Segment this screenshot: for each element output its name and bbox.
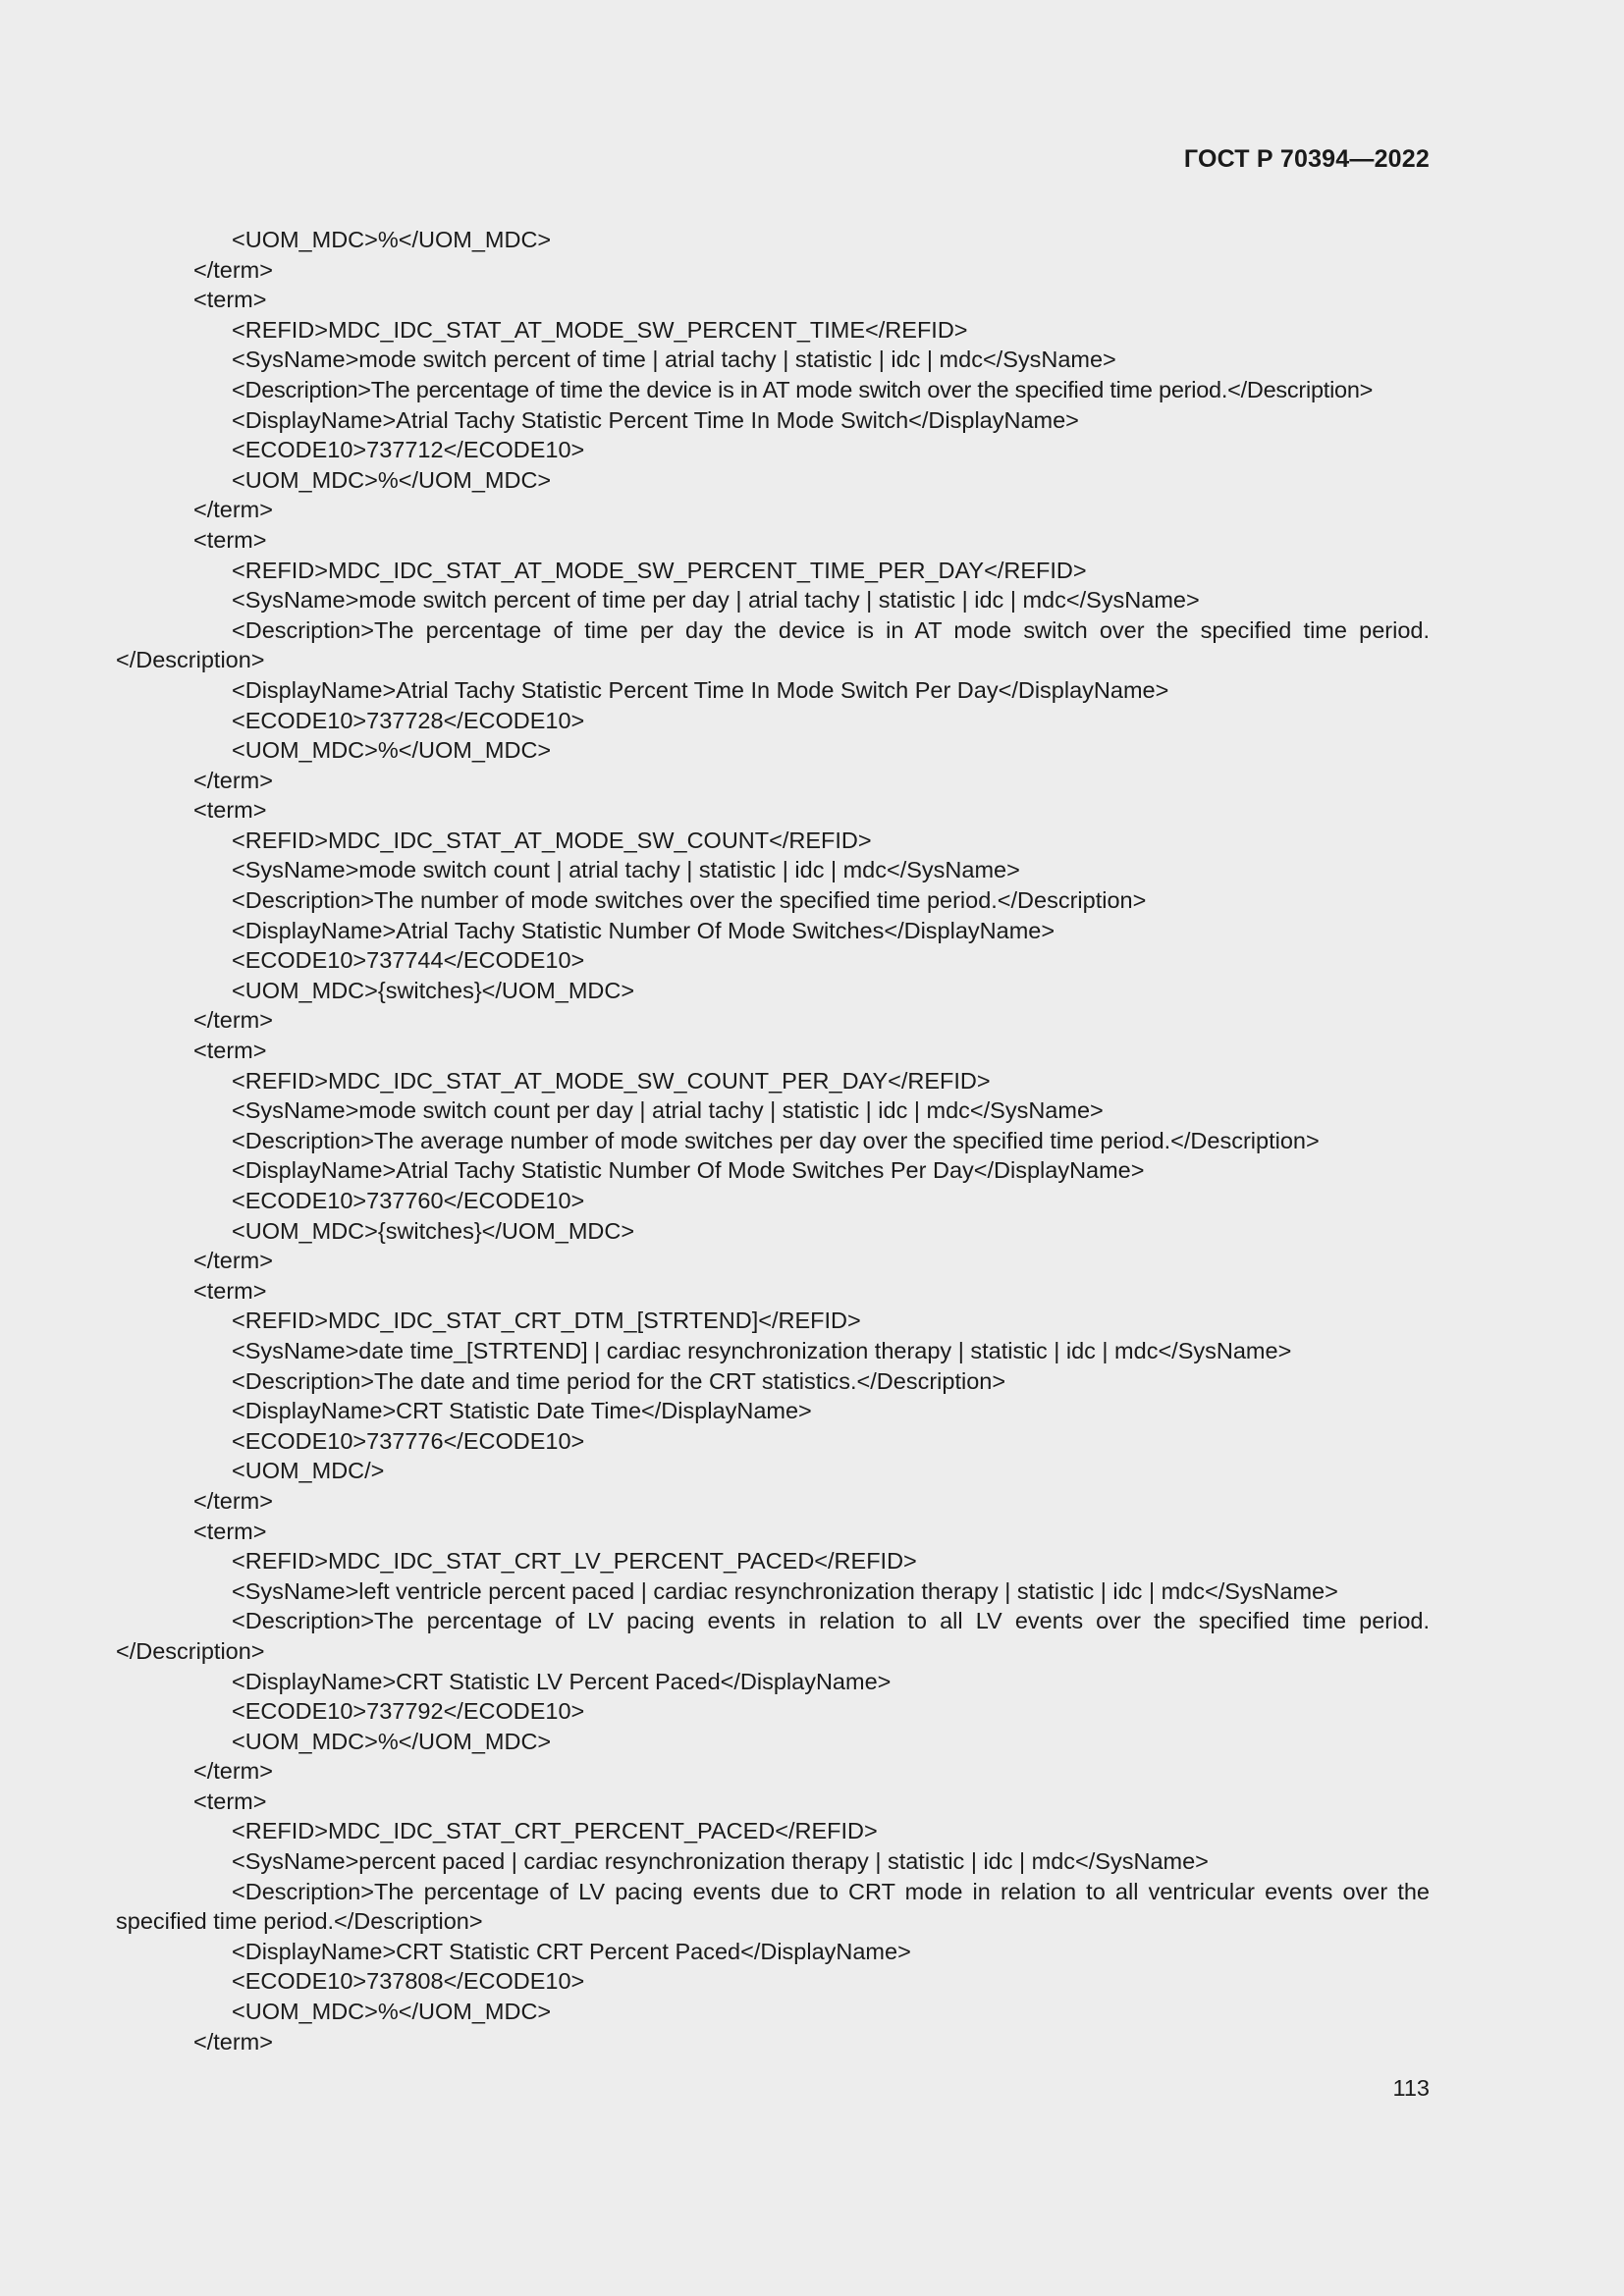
xml-line: <term> (193, 1038, 267, 1064)
xml-line: <DisplayName>CRT Statistic Date Time</DisplayName> (232, 1398, 812, 1424)
xml-line: <UOM_MDC>{switches}</UOM_MDC> (232, 977, 635, 1003)
xml-line: <term> (193, 1788, 267, 1814)
xml-line: <DisplayName>Atrial Tachy Statistic Percent Time In Mode Switch Per Day</DisplayName> (232, 676, 1169, 703)
xml-line: <REFID>MDC_IDC_STAT_CRT_PERCENT_PACED</REFID> (232, 1818, 878, 1844)
xml-line: </term> (193, 1007, 273, 1034)
page-number: 113 (1392, 2075, 1430, 2101)
xml-line: <Description>The average number of mode switches per day over the specified time period.</Description> (232, 1127, 1320, 1153)
xml-line: </term> (193, 497, 273, 523)
xml-line: <REFID>MDC_IDC_STAT_AT_MODE_SW_COUNT_PER_DAY</REFID> (232, 1067, 991, 1094)
xml-line: <REFID>MDC_IDC_STAT_AT_MODE_SW_COUNT</REFID> (232, 827, 872, 853)
xml-line: <DisplayName>Atrial Tachy Statistic Percent Time In Mode Switch</DisplayName> (232, 406, 1079, 433)
xml-line: <UOM_MDC>%</UOM_MDC> (232, 737, 552, 764)
xml-line-wrapped: <Description>The percentage of LV pacing events in relation to all LV events over the specified time period.</Description> (116, 1608, 1430, 1664)
xml-line: <SysName>percent paced | cardiac resynchronization therapy | statistic | idc | mdc</SysName> (232, 1848, 1209, 1875)
xml-line: <term> (193, 797, 267, 824)
xml-line: <Description>The percentage of time the device is in AT mode switch over the specified time period.</Description> (232, 376, 1374, 402)
xml-line: <Description>The number of mode switches over the specified time period.</Description> (232, 887, 1147, 914)
xml-line: <ECODE10>737728</ECODE10> (232, 707, 585, 733)
xml-line: </term> (193, 767, 273, 793)
xml-line: </term> (193, 1758, 273, 1785)
xml-line: <SysName>mode switch percent of time per day | atrial tachy | statistic | idc | mdc</SysName> (232, 587, 1200, 614)
xml-line: <DisplayName>Atrial Tachy Statistic Number Of Mode Switches</DisplayName> (232, 917, 1056, 943)
xml-line: <UOM_MDC>%</UOM_MDC> (232, 1999, 552, 2025)
xml-line: </term> (193, 2028, 273, 2055)
xml-line: <ECODE10>737808</ECODE10> (232, 1968, 585, 1995)
xml-line: </term> (193, 1487, 273, 1514)
xml-line: <REFID>MDC_IDC_STAT_CRT_LV_PERCENT_PACED</REFID> (232, 1548, 917, 1575)
xml-line: <DisplayName>CRT Statistic LV Percent Paced</DisplayName> (232, 1668, 892, 1694)
document-header-standard-number: ГОСТ Р 70394—2022 (1183, 145, 1430, 173)
xml-line: <SysName>mode switch count per day | atrial tachy | statistic | idc | mdc</SysName> (232, 1097, 1104, 1124)
xml-line: <term> (193, 526, 267, 553)
xml-line: <term> (193, 287, 267, 313)
xml-line: <term> (193, 1518, 267, 1544)
xml-line: <term> (193, 1277, 267, 1304)
xml-line: <SysName>left ventricle percent paced | cardiac resynchronization therapy | statistic | idc | mdc</SysName> (232, 1577, 1338, 1604)
xml-line: <UOM_MDC>{switches}</UOM_MDC> (232, 1217, 635, 1244)
xml-line: <DisplayName>Atrial Tachy Statistic Number Of Mode Switches Per Day</DisplayName> (232, 1157, 1145, 1184)
xml-line: <SysName>mode switch percent of time | atrial tachy | statistic | idc | mdc</SysName> (232, 347, 1116, 373)
xml-listing (116, 225, 1430, 2056)
xml-line: <UOM_MDC>%</UOM_MDC> (232, 1728, 552, 1754)
xml-line: <SysName>date time_[STRTEND] | cardiac resynchronization therapy | statistic | idc | mdc</SysName> (232, 1337, 1292, 1363)
xml-line: <REFID>MDC_IDC_STAT_AT_MODE_SW_PERCENT_TIME</REFID> (232, 316, 968, 343)
xml-line: <Description>The date and time period for the CRT statistics.</Description> (232, 1367, 1006, 1394)
xml-line: <ECODE10>737776</ECODE10> (232, 1427, 585, 1454)
xml-line: </term> (193, 256, 273, 283)
xml-line: <UOM_MDC>%</UOM_MDC> (232, 227, 552, 252)
xml-line-wrapped: <Description>The percentage of LV pacing events due to CRT mode in relation to all ventricular events over the specified time period.</Description> (116, 1878, 1430, 1935)
xml-line: <ECODE10>737792</ECODE10> (232, 1698, 585, 1725)
xml-line: <UOM_MDC>%</UOM_MDC> (232, 466, 552, 493)
xml-line: <SysName>mode switch count | atrial tachy | statistic | idc | mdc</SysName> (232, 857, 1020, 883)
xml-line: <ECODE10>737744</ECODE10> (232, 947, 585, 974)
xml-line: <REFID>MDC_IDC_STAT_CRT_DTM_[STRTEND]</REFID> (232, 1308, 861, 1334)
xml-line: <DisplayName>CRT Statistic CRT Percent Paced</DisplayName> (232, 1938, 911, 1964)
xml-line: <UOM_MDC/> (232, 1458, 385, 1484)
xml-line: <ECODE10>737712</ECODE10> (232, 437, 585, 463)
xml-line-wrapped: <Description>The percentage of time per day the device is in AT mode switch over the specified time period.</Description> (116, 616, 1430, 673)
xml-line: <ECODE10>737760</ECODE10> (232, 1188, 585, 1213)
xml-line: <REFID>MDC_IDC_STAT_AT_MODE_SW_PERCENT_TIME_PER_DAY</REFID> (232, 557, 1087, 583)
xml-line: </term> (193, 1248, 273, 1274)
